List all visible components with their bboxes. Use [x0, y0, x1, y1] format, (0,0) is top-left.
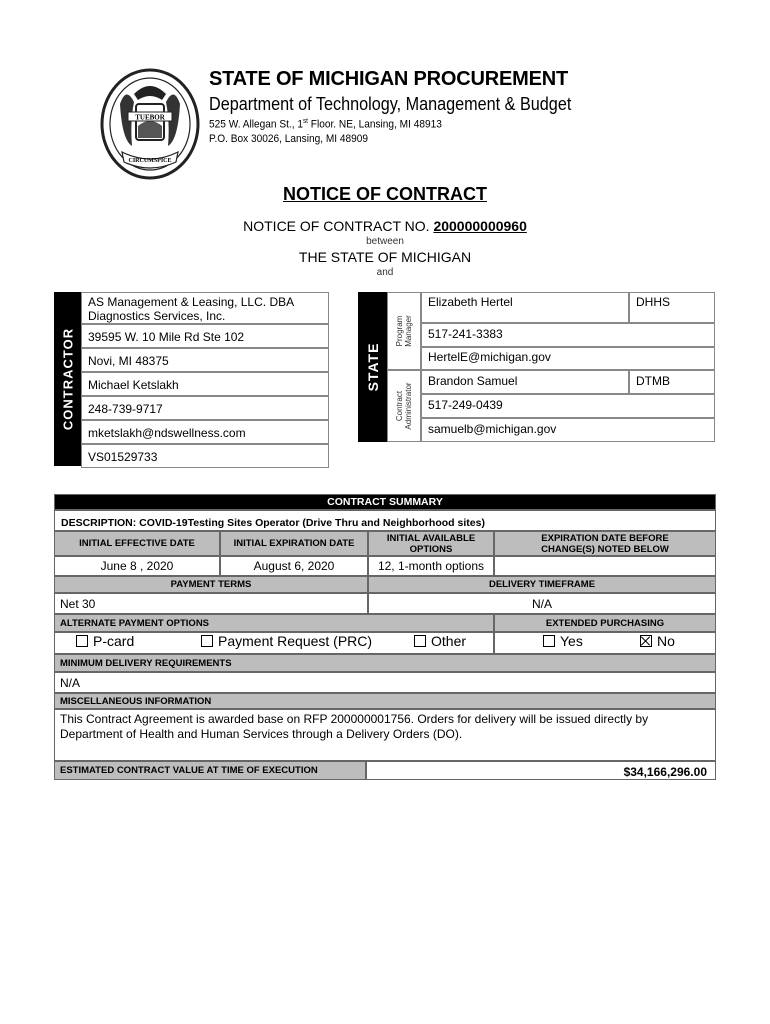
- pm-email: HertelE@michigan.gov: [421, 347, 715, 370]
- est-value-label: ESTIMATED CONTRACT VALUE AT TIME OF EXECUTION: [54, 761, 366, 780]
- program-manager-label: Program Manager: [387, 292, 421, 370]
- contract-administrator-label: Contract Administrator: [387, 370, 421, 442]
- contractor-contact: Michael Ketslakh: [81, 372, 329, 396]
- no-checkbox-checked[interactable]: [640, 635, 652, 647]
- payment-terms-label: PAYMENT TERMS: [54, 576, 368, 593]
- alternate-payment-label: ALTERNATE PAYMENT OPTIONS: [54, 614, 494, 632]
- payment-terms-value: Net 30: [54, 593, 368, 614]
- contract-summary-header: CONTRACT SUMMARY: [54, 494, 716, 510]
- notice-title: NOTICE OF CONTRACT: [283, 184, 487, 204]
- contractor-phone: 248-739-9717: [81, 396, 329, 420]
- available-options: 12, 1-month options: [368, 556, 494, 576]
- contractor-city: Novi, MI 48375: [81, 348, 329, 372]
- contract-number: 200000000960: [433, 218, 527, 234]
- notice-number-line: NOTICE OF CONTRACT NO. 200000000960: [243, 218, 527, 234]
- header-department: Department of Technology, Management & Budget: [209, 94, 572, 114]
- ca-name: Brandon Samuel: [421, 370, 629, 394]
- seal-motto-top: TUEBOR: [135, 113, 165, 122]
- contractor-email: mketslakh@ndswellness.com: [81, 420, 329, 444]
- header-address-line1: 525 W. Allegan St., 1st Floor. NE, Lansing, MI 48913: [209, 118, 442, 131]
- ca-agency: DTMB: [629, 370, 715, 394]
- seal-motto-bottom: CIRCUMSPICE: [128, 158, 172, 164]
- state-seal-logo: [98, 64, 202, 182]
- contract-description: DESCRIPTION: COVID-19Testing Sites Operator (Drive Thru and Neighborhood sites): [54, 510, 716, 531]
- pm-phone: 517-241-3383: [421, 323, 715, 347]
- option-yes[interactable]: Yes: [543, 633, 583, 649]
- contractor-vendor-id: VS01529733: [81, 444, 329, 468]
- min-delivery-value: N/A: [54, 672, 716, 693]
- yes-checkbox[interactable]: [543, 635, 555, 647]
- col-expiration-before: EXPIRATION DATE BEFORE CHANGE(S) NOTED BELOW: [494, 531, 716, 556]
- contractor-band: CONTRACTOR: [54, 292, 81, 466]
- party-state: THE STATE OF MICHIGAN: [298, 249, 472, 265]
- option-no[interactable]: No: [640, 633, 675, 649]
- between-text: between: [366, 236, 404, 247]
- misc-info-label: MISCELLANEOUS INFORMATION: [54, 693, 716, 709]
- misc-info-text: This Contract Agreement is awarded base on RFP 200000001756. Orders for delivery will be issued directly by Department of Health and Human Services through a Delivery Orders (DO).: [54, 709, 716, 761]
- ca-email: samuelb@michigan.gov: [421, 418, 715, 442]
- other-checkbox[interactable]: [414, 635, 426, 647]
- extended-purchasing-label: EXTENDED PURCHASING: [494, 614, 716, 632]
- delivery-timeframe-label: DELIVERY TIMEFRAME: [368, 576, 716, 593]
- pm-agency: DHHS: [629, 292, 715, 323]
- col-initial-expiration-date: INITIAL EXPIRATION DATE: [220, 531, 368, 556]
- contractor-name: AS Management & Leasing, LLC. DBA Diagnostics Services, Inc.: [81, 292, 329, 324]
- and-text: and: [376, 267, 394, 278]
- expiration-before-value: [494, 556, 716, 576]
- expiration-date: August 6, 2020: [220, 556, 368, 576]
- pcard-checkbox[interactable]: [76, 635, 88, 647]
- contractor-street: 39595 W. 10 Mile Rd Ste 102: [81, 324, 329, 348]
- header-title: STATE OF MICHIGAN PROCUREMENT: [209, 68, 569, 90]
- ca-phone: 517-249-0439: [421, 394, 715, 418]
- delivery-timeframe-value: N/A: [368, 593, 716, 614]
- option-other[interactable]: Other: [414, 633, 466, 649]
- state-band: STATE: [358, 292, 387, 442]
- col-initial-options: INITIAL AVAILABLE OPTIONS: [368, 531, 494, 556]
- header-address-line2: P.O. Box 30026, Lansing, MI 48909: [209, 133, 369, 145]
- option-prc[interactable]: Payment Request (PRC): [201, 633, 372, 649]
- prc-checkbox[interactable]: [201, 635, 213, 647]
- col-initial-effective-date: INITIAL EFFECTIVE DATE: [54, 531, 220, 556]
- effective-date: June 8 , 2020: [54, 556, 220, 576]
- pm-name: Elizabeth Hertel: [421, 292, 629, 323]
- option-pcard[interactable]: P-card: [76, 633, 134, 649]
- extended-purchasing-row: [494, 632, 716, 654]
- est-value: $34,166,296.00: [366, 761, 716, 780]
- min-delivery-label: MINIMUM DELIVERY REQUIREMENTS: [54, 654, 716, 672]
